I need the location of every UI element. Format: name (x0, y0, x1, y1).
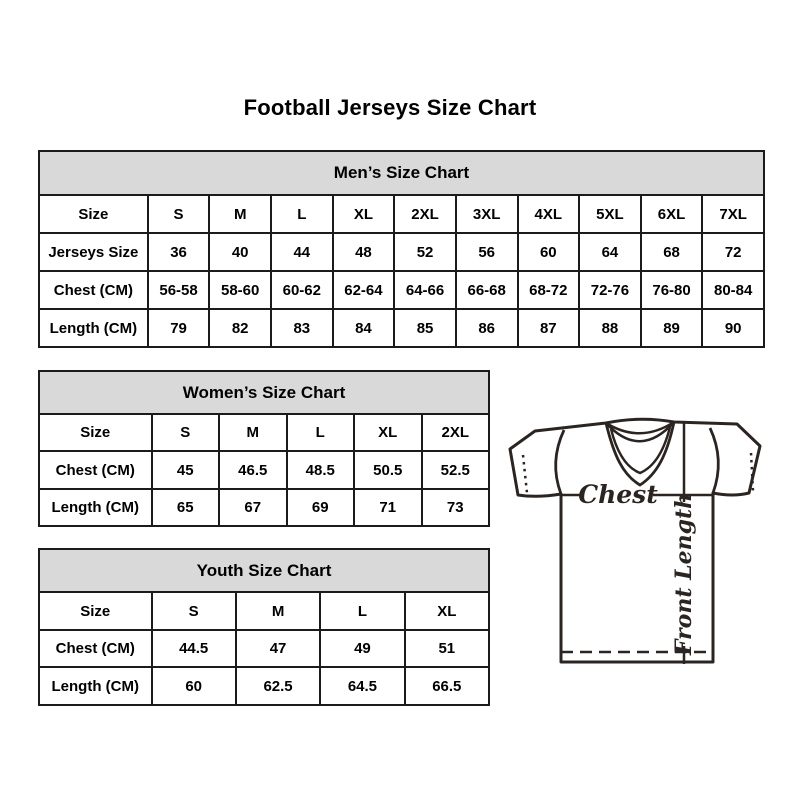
mens-cell: 88 (579, 309, 641, 347)
mens-table-row (39, 309, 764, 347)
mens-cell: 56-58 (148, 271, 210, 309)
womens-col-header: L (287, 414, 355, 451)
mens-cell: 86 (456, 309, 518, 347)
womens-size-row-label: Size (39, 414, 152, 451)
womens-cell: 45 (152, 451, 220, 488)
jersey-diagram-svg (507, 406, 763, 668)
womens-col-header: S (152, 414, 220, 451)
mens-col-header: 6XL (641, 195, 703, 233)
mens-col-header: L (271, 195, 333, 233)
mens-cell: 79 (148, 309, 210, 347)
mens-cell: 60 (518, 233, 580, 271)
mens-cell: 68-72 (518, 271, 580, 309)
mens-cell: 64 (579, 233, 641, 271)
youth-col-header: S (152, 592, 236, 630)
mens-col-header: 2XL (394, 195, 456, 233)
mens-cell: 89 (641, 309, 703, 347)
mens-row-label: Chest (CM) (39, 271, 148, 309)
womens-row-label: Length (CM) (39, 489, 152, 526)
mens-cell: 66-68 (456, 271, 518, 309)
mens-cell: 87 (518, 309, 580, 347)
mens-size-row-label: Size (39, 195, 148, 233)
mens-col-header: M (209, 195, 271, 233)
womens-cell: 69 (287, 489, 355, 526)
womens-cell: 65 (152, 489, 220, 526)
mens-table-row (39, 271, 764, 309)
mens-cell: 80-84 (702, 271, 764, 309)
mens-cell: 44 (271, 233, 333, 271)
youth-cell: 64.5 (320, 667, 404, 705)
mens-row-label: Jerseys Size (39, 233, 148, 271)
womens-col-header: M (219, 414, 287, 451)
womens-cell: 46.5 (219, 451, 287, 488)
mens-col-header: 4XL (518, 195, 580, 233)
mens-cell: 85 (394, 309, 456, 347)
mens-cell: 48 (333, 233, 395, 271)
youth-size-row-label: Size (39, 592, 152, 630)
mens-col-header: S (148, 195, 210, 233)
chest-measure-label: Chest (578, 480, 658, 509)
mens-row-label: Length (CM) (39, 309, 148, 347)
mens-cell: 72 (702, 233, 764, 271)
mens-table-caption: Men’s Size Chart (39, 151, 764, 195)
page-title: Football Jerseys Size Chart (243, 95, 537, 120)
mens-cell: 68 (641, 233, 703, 271)
womens-cell: 52.5 (422, 451, 490, 488)
mens-cell: 40 (209, 233, 271, 271)
mens-cell: 84 (333, 309, 395, 347)
youth-cell: 62.5 (236, 667, 320, 705)
front-length-measure-label: Front Length (671, 492, 697, 656)
mens-cell: 36 (148, 233, 210, 271)
youth-table-caption: Youth Size Chart (39, 549, 489, 592)
jersey-outline (510, 419, 760, 662)
youth-cell: 66.5 (405, 667, 489, 705)
mens-cell: 62-64 (333, 271, 395, 309)
mens-cell: 82 (209, 309, 271, 347)
womens-cell: 67 (219, 489, 287, 526)
womens-size-table (38, 370, 490, 527)
mens-cell: 56 (456, 233, 518, 271)
womens-table-caption: Women’s Size Chart (39, 371, 489, 414)
youth-cell: 51 (405, 630, 489, 668)
mens-cell: 64-66 (394, 271, 456, 309)
mens-cell: 83 (271, 309, 333, 347)
mens-cell: 72-76 (579, 271, 641, 309)
youth-cell: 49 (320, 630, 404, 668)
womens-col-header: XL (354, 414, 422, 451)
mens-col-header: 7XL (702, 195, 764, 233)
mens-table-row (39, 233, 764, 271)
youth-table-row (39, 667, 489, 705)
mens-size-table (38, 150, 765, 348)
youth-col-header: L (320, 592, 404, 630)
womens-cell: 73 (422, 489, 490, 526)
mens-cell: 90 (702, 309, 764, 347)
youth-cell: 60 (152, 667, 236, 705)
mens-cell: 52 (394, 233, 456, 271)
womens-row-label: Chest (CM) (39, 451, 152, 488)
womens-cell: 71 (354, 489, 422, 526)
mens-cell: 76-80 (641, 271, 703, 309)
youth-cell: 44.5 (152, 630, 236, 668)
youth-table-row (39, 630, 489, 668)
womens-cell: 50.5 (354, 451, 422, 488)
womens-table-row (39, 451, 489, 488)
womens-table-row (39, 489, 489, 526)
womens-cell: 48.5 (287, 451, 355, 488)
youth-row-label: Chest (CM) (39, 630, 152, 668)
mens-col-header: XL (333, 195, 395, 233)
youth-col-header: M (236, 592, 320, 630)
youth-cell: 47 (236, 630, 320, 668)
youth-col-header: XL (405, 592, 489, 630)
mens-col-header: 3XL (456, 195, 518, 233)
mens-col-header: 5XL (579, 195, 641, 233)
jersey-measurement-diagram (507, 406, 763, 668)
youth-row-label: Length (CM) (39, 667, 152, 705)
youth-size-table (38, 548, 490, 706)
mens-cell: 60-62 (271, 271, 333, 309)
womens-col-header: 2XL (422, 414, 490, 451)
mens-cell: 58-60 (209, 271, 271, 309)
